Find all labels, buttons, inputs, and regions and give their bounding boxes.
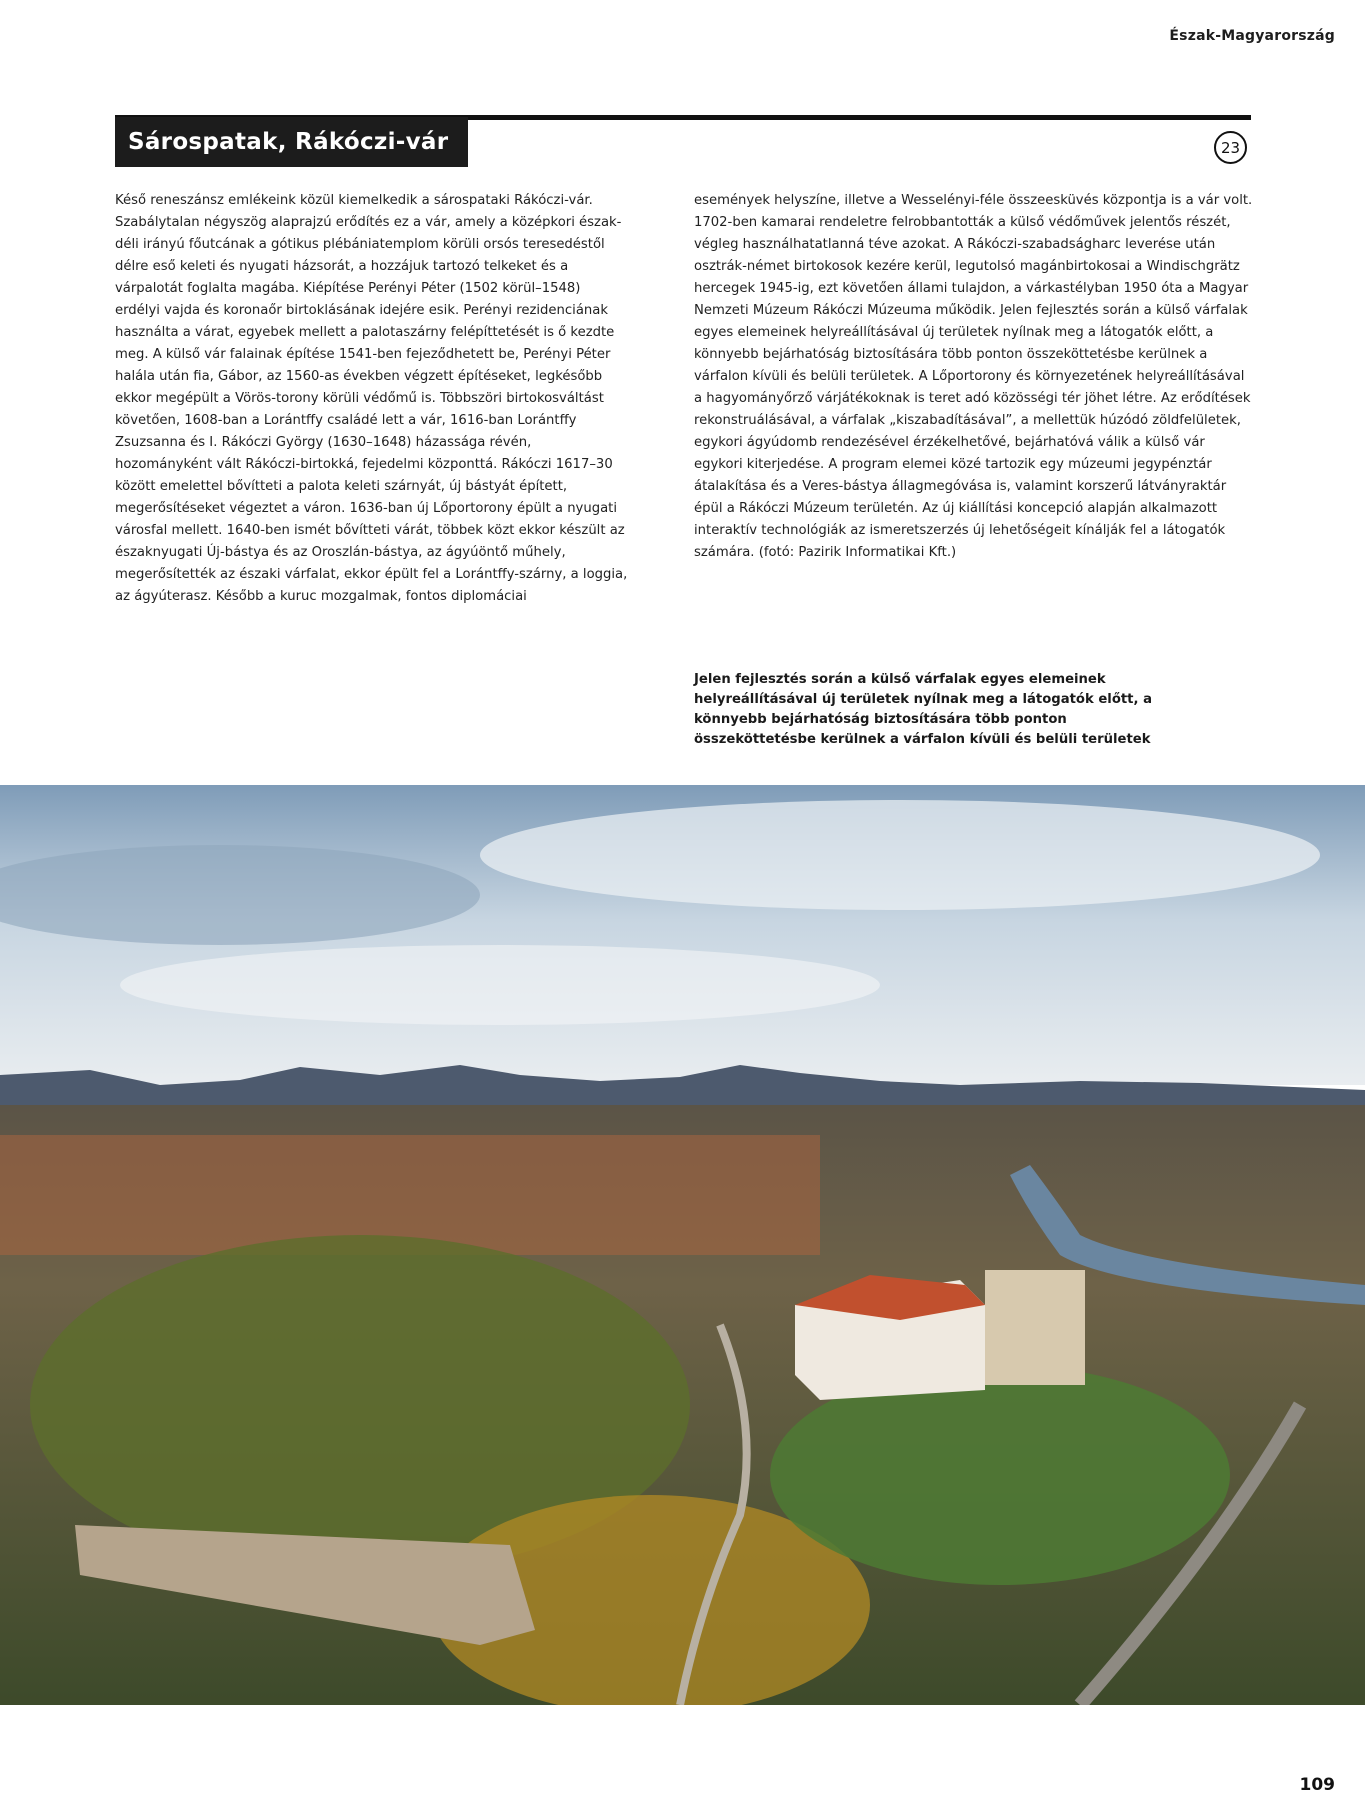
body-column-right: események helyszíne, illetve a Wesselényi-féle összeesküvés központja is a vár volt. 1702-ben kamarai rendeletre felrobbantották a külső védőművek jelentős részét, végleg használhatatlanná téve azokat. A Rákóczi-szabadságharc leverése után osztrák-német birtokosok kezére kerül, legutolsó magánbirtokosai a Windischgrätz hercegek 1945-ig, ezt követően állami tulajdon, a várkastélyban 1950 óta a Magyar Nemzeti Múzeum Rákóczi Múzeuma működik. Jelen fejlesztés során a külső várfalak egyes elemeinek helyreállításával új területek nyílnak meg a látogatók előtt, a könnyebb bejárhatóság biztosítására több ponton összeköttetésbe kerülnek a várfalon kívüli és belüli területek. A Lőportorony és környezetének helyreállításával a hagyományőrző várjátékoknak is teret adó közösségi tér jöhet létre. Az erődítések rekonstruálásával, a várfalak „kiszabadításával”, a mellettük húzódó zöldfelületek, egykori ágyúdomb rendezésével érzékelhetővé, bejárhatóvá válik a külső vár egykori kiterjedése. A program elemei közé tartozik egy múzeumi jegypénztár átalakítása és a Veres-bástya állagmegóvása is, valamint korszerű látványraktár épül a Rákóczi Múzeum területén. Az új kiállítási koncepció alapján alkalmazott interaktív technológiák az ismeretszerzés új lehetőségeit kínálják fel a látogatók számára. (fotó: Pazirik Informatikai Kft.) (694, 193, 1253, 560)
aerial-castle-photo (0, 785, 1365, 1705)
cloud (120, 945, 880, 1025)
region-label: Észak-Magyarország (1169, 28, 1335, 44)
page-number: 109 (1299, 1775, 1335, 1795)
cloud (480, 800, 1320, 910)
body-column-left: Késő reneszánsz emlékeink közül kiemelkedik a sárospataki Rákóczi-vár. Szabálytalan négyszög alaprajzú erődítés ez a vár, amely a középkori észak-déli irányú főutcának a gótikus plébániatemplom körüli orsós teresedéstől délre eső keleti és nyugati házsorát, a hozzájuk tartozó telkeket és a várpalotát foglalta magába. Kiépítése Perényi Péter (1502 körül–1548) erdélyi vajda és koronaőr birtoklásának idejére esik. Perényi rezidenciának használta a várat, egyebek mellett a palotaszárny felépíttetését is ő kezdte meg. A külső vár falainak építése 1541-ben fejeződhetett be, Perényi Péter halála után fia, Gábor, az 1560-as években végzett építéseket, legkésőbb ekkor megépült a Vörös-torony körüli védőmű is. Többszöri birtokosváltást követően, 1608-ban a Lorántffy családé lett a vár, 1616-ban Lorántffy Zsuzsanna és I. Rákóczi György (1630–1648) házassága révén, hozományként vált Rákóczi-birtokká, fejedelmi központtá. Rákóczi 1617–30 között emelettel bővítteti a palota keleti szárnyát, új bástyát épített, megerősítéseket végeztet a váron. 1636-ban új Lőportorony épült a nyugati városfal mellett. 1640-ben ismét bővítteti várát, többek közt ekkor készült az északnyugati Új-bástya és az Oroszlán-bástya, az ágyúöntő műhely, megerősítették az északi várfalat, ekkor épült fel a Lorántffy-szárny, a loggia, az ágyúterasz. Később a kuruc mozgalmak, fontos diplomáciai (115, 193, 628, 604)
red-tower (985, 1270, 1085, 1385)
article-title: Sárospatak, Rákóczi-vár (115, 117, 468, 167)
pull-quote: Jelen fejlesztés során a külső várfalak egyes elemeinek helyreállításával új területek nyílnak meg a látogatók előtt, a könnyebb bejárhatóság biztosítására több ponton összeköttetésbe kerülnek a várfalon kívüli és belüli területek (694, 672, 1152, 747)
article-number-badge: 23 (1214, 131, 1247, 164)
